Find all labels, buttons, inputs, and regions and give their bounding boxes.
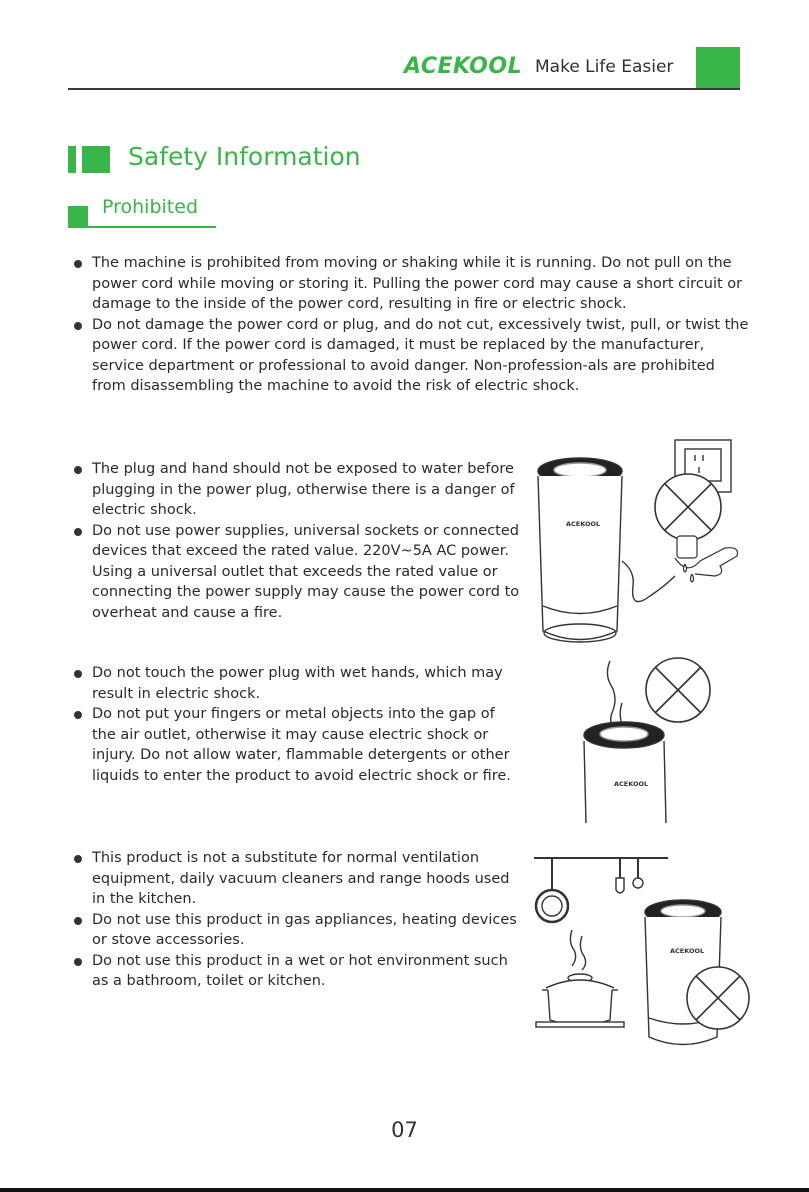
bullet-item: This product is not a substitute for normal ventilation equipment, daily vacuum cleaners and range hoods used in the kitchen. <box>72 848 522 910</box>
air-purifier-icon <box>584 722 666 823</box>
brand-logo: ACEKOOL <box>404 54 523 79</box>
illustration-plug-water <box>525 436 750 651</box>
steam-icon <box>570 930 585 970</box>
page-number: 07 <box>391 1118 418 1142</box>
bullet-item: Do not use power supplies, universal sockets or connected devices that exceed the rated value. 220V~5A AC power. Using a universal outlet that exceeds the rated value or connecting the power supply may cause the power cord to overheat and cause a fire. <box>72 521 522 624</box>
bullet-item: Do not use this product in a wet or hot environment such as a bathroom, toilet or kitchen. <box>72 951 522 992</box>
bullet-item: Do not touch the power plug with wet hands, which may result in electric shock. <box>72 663 522 704</box>
subtitle-underline <box>68 226 216 228</box>
bullet-item: The machine is prohibited from moving or shaking while it is running. Do not pull on the power cord while moving or storing it. Pulling the power cord may cause a short circuit or damage to the inside of the power cord, resulting in fire or electric shock. <box>72 253 752 315</box>
steam-icon <box>607 661 623 731</box>
cooking-pot-icon <box>536 974 624 1027</box>
hand-plug-icon <box>675 536 738 582</box>
brand-tagline: Make Life Easier <box>535 57 674 77</box>
prohibited-x-icon <box>655 474 721 540</box>
section-subtitle: Prohibited <box>102 196 199 218</box>
bullet-item: Do not use this product in gas appliances, heating devices or stove accessories. <box>72 910 522 951</box>
safety-section-1 <box>72 253 752 397</box>
brand-accent-square <box>696 47 740 90</box>
safety-section-2 <box>72 459 522 623</box>
device-brand-label: ACEKOOL <box>566 520 601 528</box>
bullet-item: The plug and hand should not be exposed to water before plugging in the power plug, otherwise there is a danger of electric shock. <box>72 459 522 521</box>
page-title: Safety Information <box>128 142 361 171</box>
title-accent-bar <box>68 146 76 173</box>
bottom-border <box>0 1188 809 1192</box>
header-divider <box>68 88 740 90</box>
air-purifier-icon <box>538 458 622 642</box>
prohibited-x-icon <box>646 658 710 722</box>
safety-section-4 <box>72 848 522 992</box>
safety-section-3 <box>72 663 522 786</box>
bullet-item: Do not put your fingers or metal objects into the gap of the air outlet, otherwise it may cause electric shock or injury. Do not allow water, flammable detergents or other liquids to enter the product to avoid electric shock or fire. <box>72 704 522 786</box>
device-brand-label: ACEKOOL <box>670 947 705 955</box>
bullet-item: Do not damage the power cord or plug, and do not cut, excessively twist, pull, or twist the power cord. If the power cord is damaged, it must be replaced by the manufacturer, service department or professional to avoid danger. Non-profession-als are prohibited from disassembling the machine to avoid the risk of electric shock. <box>72 315 752 397</box>
subtitle-accent-block <box>68 206 88 226</box>
prohibited-x-icon <box>687 967 749 1029</box>
illustration-kitchen <box>528 850 753 1060</box>
illustration-wet-hands <box>528 653 743 828</box>
device-brand-label: ACEKOOL <box>614 780 649 788</box>
title-accent-block <box>82 146 110 173</box>
